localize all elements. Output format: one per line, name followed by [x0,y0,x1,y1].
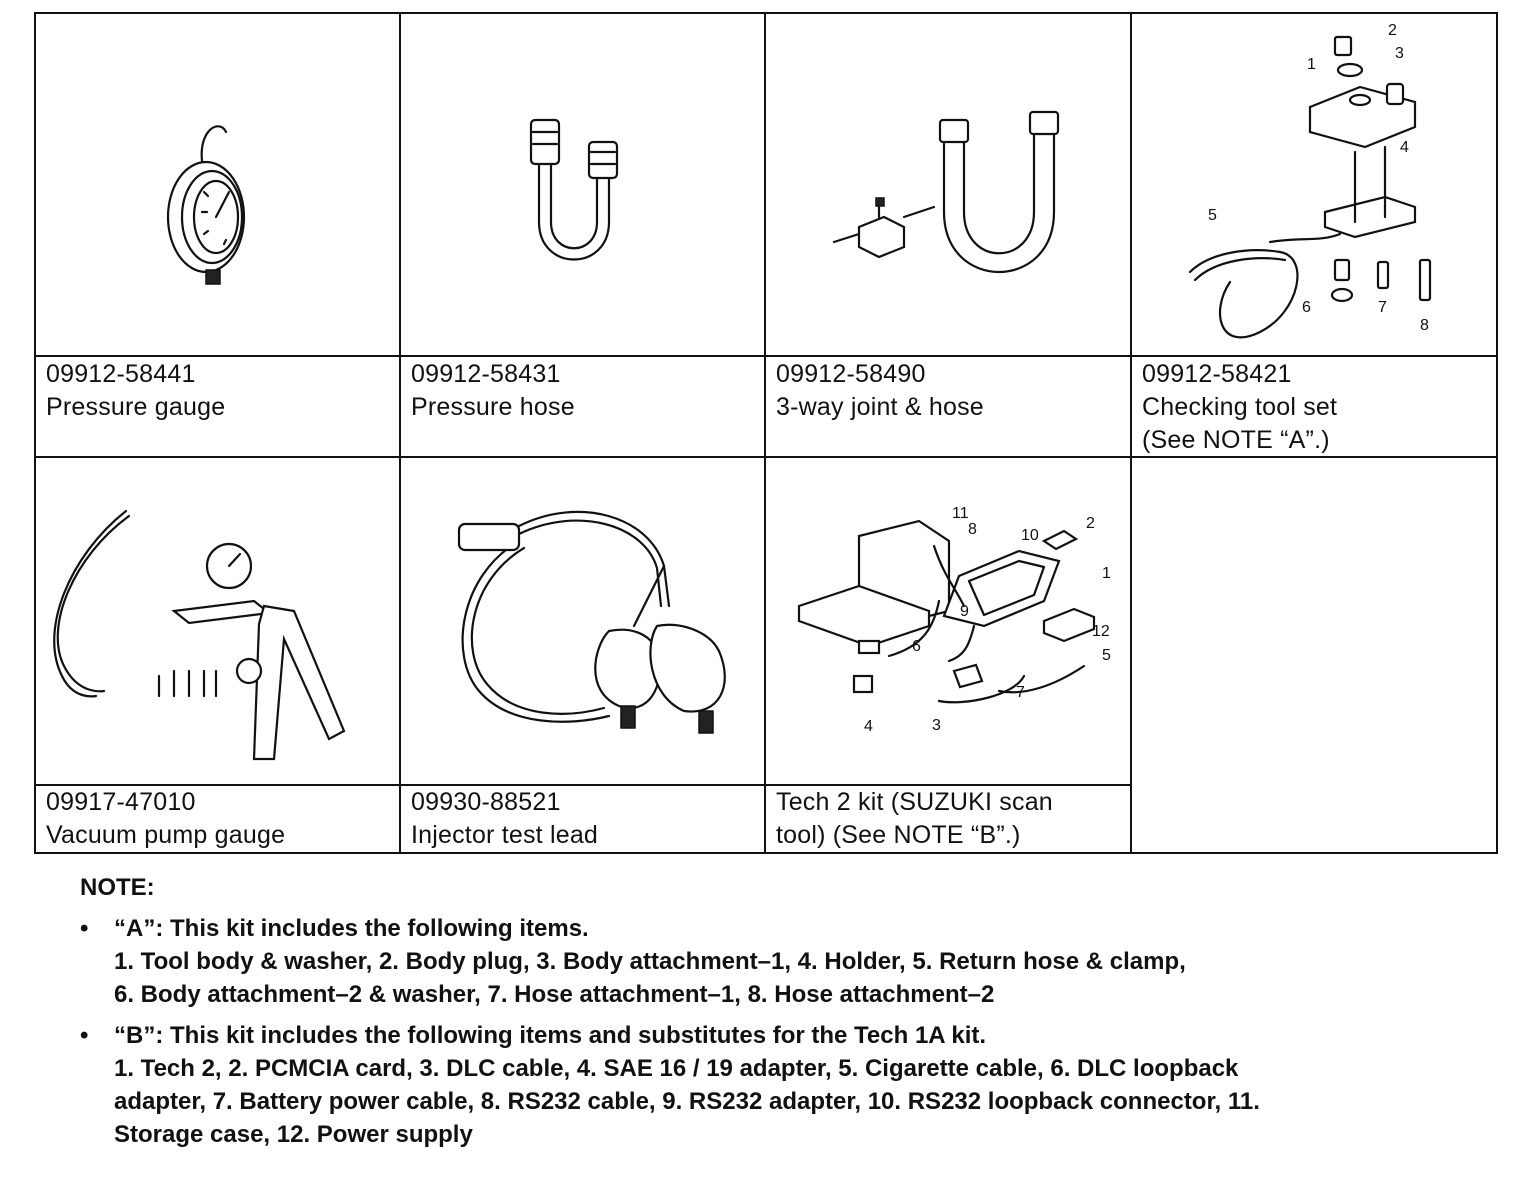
pressure-hose-illustration [399,12,764,355]
callout-label: 11 [952,505,969,522]
callout-label: 10 [1021,527,1039,544]
tool-cell-3-way-joint [764,12,1130,456]
callout-label: 7 [1378,299,1387,316]
tool-cell-vacuum-pump-gauge [34,456,399,852]
part-number: 09912-58421 [1142,360,1292,388]
notes-title: NOTE: [80,874,155,901]
part-number: 09912-58441 [46,360,196,388]
note-a-line2: 6. Body attachment–2 & washer, 7. Hose attachment–1, 8. Hose attachment–2 [114,981,995,1008]
part-number: 09912-58490 [776,360,926,388]
tool-name: Pressure hose [411,393,575,421]
callout-label: 2 [1086,515,1095,532]
callout-label: 1 [1307,56,1316,73]
note-a-line1: 1. Tool body & washer, 2. Body plug, 3. Body attachment–1, 4. Holder, 5. Return hose & clamp, [114,948,1186,975]
note-b-line1: 1. Tech 2, 2. PCMCIA card, 3. DLC cable, 4. SAE 16 / 19 adapter, 5. Cigarette cable, 6. DLC loopback [114,1055,1239,1082]
callout-label: 8 [968,521,977,538]
part-number: 09917-47010 [46,788,196,816]
callout-label: 9 [960,603,969,620]
callout-label: 1 [1102,565,1111,582]
note-a-intro: “A”: This kit includes the following items. [114,915,589,942]
tool-caption [776,358,984,424]
injector-test-lead-illustration [399,456,764,784]
callout-label: 8 [1420,317,1429,334]
notes-section [80,874,1500,1159]
callout-label: 4 [1400,139,1409,156]
callout-label: 3 [1395,45,1404,62]
part-number: 09912-58431 [411,360,561,388]
bullet: • [80,1022,89,1049]
table-border-right [1496,12,1498,854]
callout-label: 5 [1102,647,1111,664]
callout-label: 12 [1092,623,1110,640]
callout-label: 4 [864,718,873,735]
tool-name: Vacuum pump gauge [46,821,286,849]
tool-caption [411,786,598,852]
tool-note: (See NOTE “A”.) [1142,426,1330,454]
tool-name: Checking tool set [1142,393,1338,421]
part-number: 09930-88521 [411,788,561,816]
note-b-intro: “B”: This kit includes the following items and substitutes for the Tech 1A kit. [114,1022,987,1049]
tool-caption [46,786,285,852]
callout-label: 6 [912,638,921,655]
tool-name: 3-way joint & hose [776,393,984,421]
empty-cell [1130,456,1496,852]
pressure-gauge-illustration [34,12,399,355]
note-b-line2: adapter, 7. Battery power cable, 8. RS232 cable, 9. RS232 adapter, 10. RS232 loopback connector, 11. [114,1088,1260,1115]
tool-name: Injector test lead [411,821,599,849]
3-way-joint-illustration [764,12,1130,355]
callout-label: 6 [1302,299,1311,316]
tool-name-line2: tool) (See NOTE “B”.) [776,821,1021,849]
tool-caption [1142,358,1337,457]
bullet: • [80,915,89,942]
callout-label: 3 [932,717,941,734]
note-b-line3: Storage case, 12. Power supply [114,1121,473,1148]
tool-cell-pressure-gauge [34,12,399,456]
tech-2-kit-illustration [764,456,1130,784]
vacuum-pump-gauge-illustration [34,456,399,784]
callout-label: 2 [1388,22,1397,39]
callout-label: 5 [1208,207,1217,224]
note-b [80,1019,1500,1151]
note-a [80,912,1500,1011]
tool-cell-tech-2-kit [764,456,1130,852]
tool-name: Pressure gauge [46,393,226,421]
special-tools-table [34,12,1498,854]
tool-cell-injector-test-lead [399,456,764,852]
tool-caption [46,358,225,424]
tool-cell-pressure-hose [399,12,764,456]
tool-caption [776,786,1053,852]
checking-tool-set-illustration [1130,12,1496,355]
table-border-bottom [34,852,1498,854]
callout-label: 7 [1016,684,1025,701]
tool-cell-checking-tool-set [1130,12,1496,456]
tool-name-line1: Tech 2 kit (SUZUKI scan [776,788,1053,816]
tool-caption [411,358,575,424]
